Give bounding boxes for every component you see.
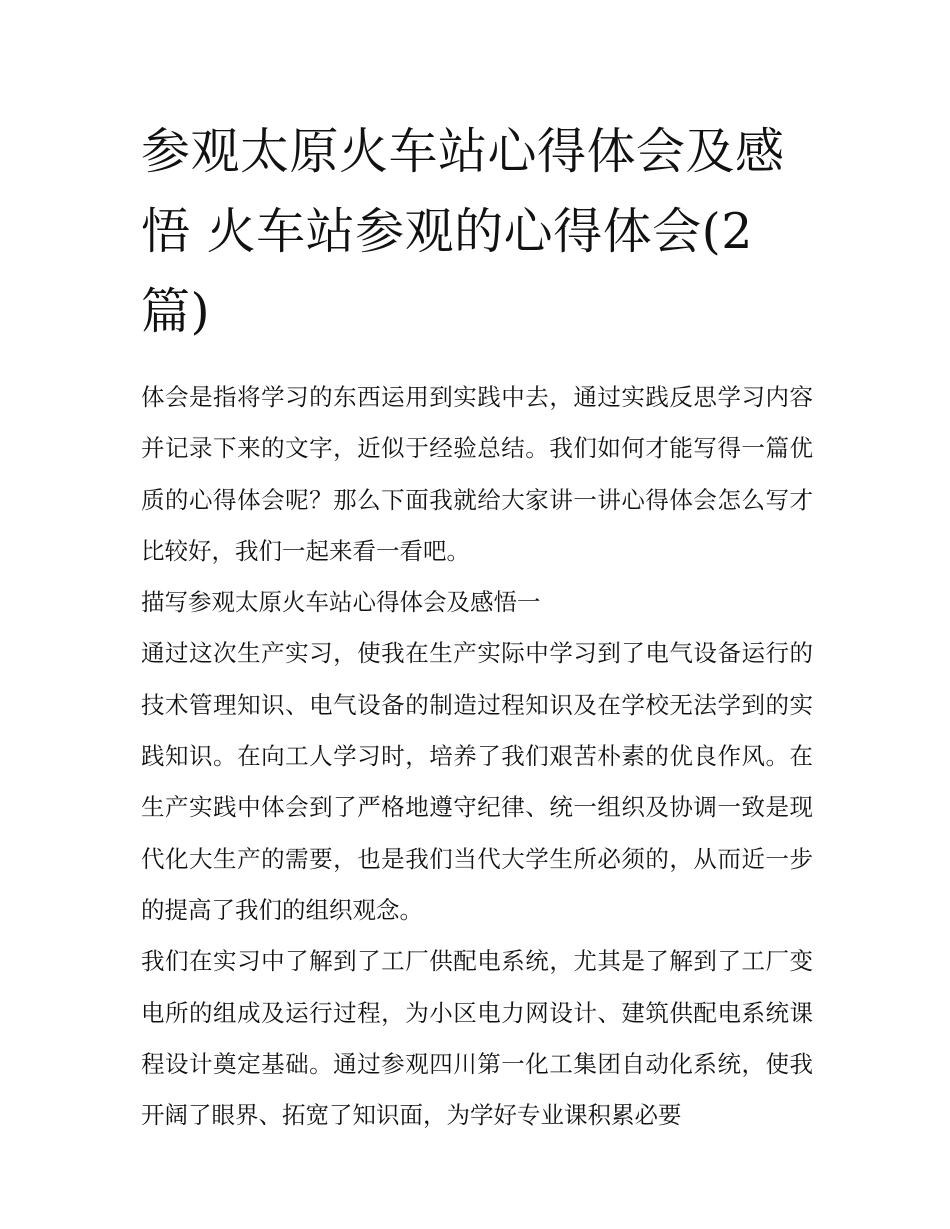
document-content <box>141 112 813 1141</box>
intro-paragraph: 体会是指将学习的东西运用到实践中去，通过实践反思学习内容并记录下来的文字，近似于经验总结。我们如何才能写得一篇优质的心得体会呢？那么下面我就给大家讲一讲心得体会怎么写才比较好，我们一起来看一看吧。 <box>141 383 813 565</box>
document-body <box>141 372 813 1141</box>
body-paragraph-2: 我们在实习中了解到了工厂供配电系统，尤其是了解到了工厂变电所的组成及运行过程，为小区电力网设计、建筑供配电系统课程设计奠定基础。通过参观四川第一化工集团自动化系统，使我开阔了眼界、拓宽了知识面，为学好专业课积累必要 <box>141 947 813 1130</box>
body-paragraph-1: 通过这次生产实习，使我在生产实际中学习到了电气设备运行的技术管理知识、电气设备的制造过程知识及在学校无法学到的实践知识。在向工人学习时，培养了我们艰苦朴素的优良作风。在生产实践中体会到了严格地遵守纪律、统一组织及协调一致是现代化大生产的需要，也是我们当代大学生所必须的，从而近一步的提高了我们的组织观念。 <box>141 639 813 924</box>
section-heading: 描写参观太原火车站心得体会及感悟一 <box>141 588 541 617</box>
document-title: 参观太原火车站心得体会及感悟 火车站参观的心得体会(2篇) <box>141 123 785 340</box>
